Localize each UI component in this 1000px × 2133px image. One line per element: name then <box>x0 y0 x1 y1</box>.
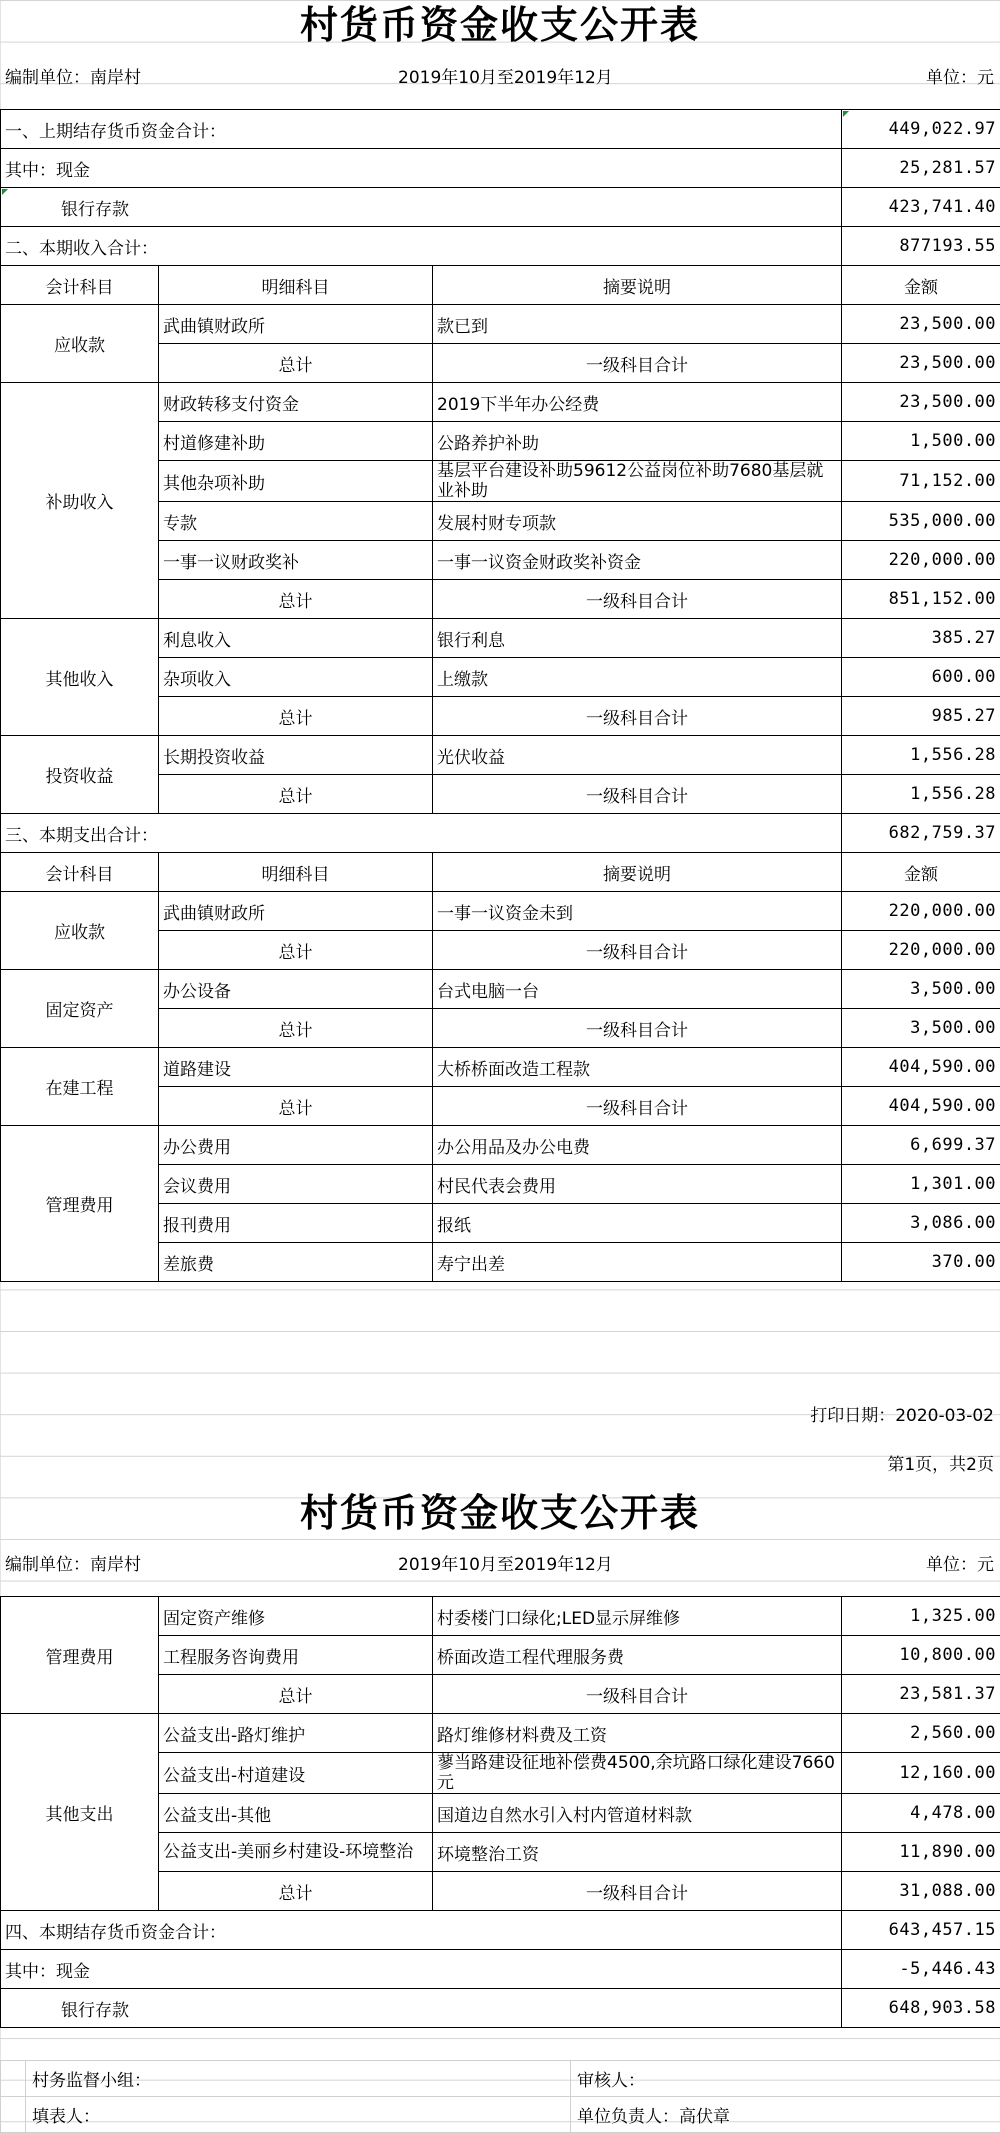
amount-cell: 1,500.00 <box>842 422 1000 461</box>
prev-bank-amount: 423,741.40 <box>842 188 1000 227</box>
amount-cell: 1,301.00 <box>842 1165 1000 1204</box>
level1-total-label: 一级科目合计 <box>433 931 842 970</box>
total-label: 总计 <box>159 344 433 383</box>
level1-total-label: 一级科目合计 <box>433 1009 842 1048</box>
amount-cell: 220,000.00 <box>842 892 1000 931</box>
detail-cell: 财政转移支付资金 <box>159 383 433 422</box>
category-cell: 应收款 <box>1 892 159 970</box>
curr-balance-row <box>1 1911 1000 1950</box>
table-row <box>1 1714 1000 1753</box>
prev-cash-row <box>1 149 1000 188</box>
col-header-amount: 金额 <box>842 266 1000 305</box>
currency-unit: 单位：元 <box>926 1553 994 1577</box>
summary-cell: 大桥桥面改造工程款 <box>433 1048 842 1087</box>
income-column-header-row <box>1 266 1000 305</box>
preparer-signature: 填表人： <box>26 2097 571 2133</box>
subtotal-amount: 23,581.37 <box>842 1675 1000 1714</box>
amount-cell: 3,500.00 <box>842 970 1000 1009</box>
subtotal-amount: 851,152.00 <box>842 580 1000 619</box>
amount-cell: 535,000.00 <box>842 502 1000 541</box>
summary-cell: 一事一议资金未到 <box>433 892 842 931</box>
table-row <box>1 1597 1000 1636</box>
detail-cell: 差旅费 <box>159 1243 433 1282</box>
curr-cash-row <box>1 1950 1000 1989</box>
prev-bank-row <box>1 188 1000 227</box>
reviewer-signature: 审核人： <box>571 2061 1000 2097</box>
subtotal-amount: 404,590.00 <box>842 1087 1000 1126</box>
total-label: 总计 <box>159 580 433 619</box>
total-label: 总计 <box>159 697 433 736</box>
signature-block <box>0 2060 1000 2133</box>
summary-cell: 公路养护补助 <box>433 422 842 461</box>
supervision-signature: 村务监督小组： <box>26 2061 571 2097</box>
detail-cell: 武曲镇财政所 <box>159 305 433 344</box>
prev-balance-row <box>1 110 1000 149</box>
amount-cell: 2,560.00 <box>842 1714 1000 1753</box>
detail-cell: 武曲镇财政所 <box>159 892 433 931</box>
curr-balance-label: 四、本期结存货币资金合计： <box>1 1911 842 1950</box>
income-total-label: 二、本期收入合计： <box>1 227 842 266</box>
amount-cell: 6,699.37 <box>842 1126 1000 1165</box>
detail-cell: 村道修建补助 <box>159 422 433 461</box>
detail-cell: 办公费用 <box>159 1126 433 1165</box>
detail-cell: 其他杂项补助 <box>159 461 433 502</box>
detail-cell: 利息收入 <box>159 619 433 658</box>
table-row <box>1 305 1000 344</box>
summary-cell: 上缴款 <box>433 658 842 697</box>
detail-cell: 一事一议财政奖补 <box>159 541 433 580</box>
page-info: 第1页，共2页 <box>887 1453 994 1477</box>
amount-cell: 3,086.00 <box>842 1204 1000 1243</box>
curr-cash-label: 其中：现金 <box>1 1950 842 1989</box>
col-header-summary: 摘要说明 <box>433 853 842 892</box>
page-title: 村货币资金收支公开表 <box>0 0 1000 50</box>
page-title: 村货币资金收支公开表 <box>0 1488 1000 1538</box>
funds-table-page1 <box>0 109 1000 1282</box>
col-header-summary: 摘要说明 <box>433 266 842 305</box>
curr-bank-amount: 648,903.58 <box>842 1989 1000 2028</box>
category-cell: 固定资产 <box>1 970 159 1048</box>
detail-cell: 公益支出-路灯维护 <box>159 1714 433 1753</box>
summary-cell: 银行利息 <box>433 619 842 658</box>
category-cell: 其他支出 <box>1 1714 159 1911</box>
curr-balance-amount: 643,457.15 <box>842 1911 1000 1950</box>
subtotal-amount: 1,556.28 <box>842 775 1000 814</box>
col-header-detail: 明细科目 <box>159 853 433 892</box>
category-cell: 投资收益 <box>1 736 159 814</box>
detail-cell: 固定资产维修 <box>159 1597 433 1636</box>
col-header-account: 会计科目 <box>1 266 159 305</box>
curr-bank-label: 银行存款 <box>1 1989 842 2028</box>
curr-bank-row <box>1 1989 1000 2028</box>
expense-column-header-row <box>1 853 1000 892</box>
detail-cell: 会议费用 <box>159 1165 433 1204</box>
detail-cell: 报刊费用 <box>159 1204 433 1243</box>
print-date: 打印日期：2020-03-02 <box>810 1404 994 1428</box>
summary-cell: 发展村财专项款 <box>433 502 842 541</box>
detail-cell: 公益支出-其他 <box>159 1794 433 1833</box>
leader-signature: 单位负责人：高伏章 <box>571 2097 1000 2133</box>
summary-cell: 2019下半年办公经费 <box>433 383 842 422</box>
prev-cash-amount: 25,281.57 <box>842 149 1000 188</box>
detail-cell: 长期投资收益 <box>159 736 433 775</box>
total-label: 总计 <box>159 1009 433 1048</box>
report-period: 2019年10月至2019年12月 <box>398 66 613 90</box>
expense-total-row <box>1 814 1000 853</box>
summary-cell: 国道边自然水引入村内管道材料款 <box>433 1794 842 1833</box>
amount-cell: 10,800.00 <box>842 1636 1000 1675</box>
total-label: 总计 <box>159 775 433 814</box>
detail-cell: 道路建设 <box>159 1048 433 1087</box>
summary-cell: 基层平台建设补助59612公益岗位补助7680基层就业补助 <box>433 461 842 502</box>
summary-cell: 环境整治工资 <box>433 1833 842 1872</box>
prev-bank-label: 银行存款 <box>1 188 842 227</box>
detail-cell: 公益支出-美丽乡村建设-环境整治 <box>159 1833 433 1872</box>
summary-cell: 路灯维修材料费及工资 <box>433 1714 842 1753</box>
level1-total-label: 一级科目合计 <box>433 1675 842 1714</box>
summary-cell: 蓼当路建设征地补偿费4500,余坑路口绿化建设7660元 <box>433 1753 842 1794</box>
table-row <box>1 619 1000 658</box>
expense-total-amount: 682,759.37 <box>842 814 1000 853</box>
category-cell: 管理费用 <box>1 1126 159 1282</box>
total-label: 总计 <box>159 931 433 970</box>
currency-unit: 单位：元 <box>926 66 994 90</box>
level1-total-label: 一级科目合计 <box>433 1087 842 1126</box>
table-row <box>1 1048 1000 1087</box>
level1-total-label: 一级科目合计 <box>433 1872 842 1911</box>
funds-table-page2 <box>0 1596 1000 2028</box>
level1-total-label: 一级科目合计 <box>433 697 842 736</box>
col-header-account: 会计科目 <box>1 853 159 892</box>
amount-cell: 23,500.00 <box>842 305 1000 344</box>
amount-cell: 1,325.00 <box>842 1597 1000 1636</box>
table-row <box>1 736 1000 775</box>
summary-cell: 桥面改造工程代理服务费 <box>433 1636 842 1675</box>
subtotal-amount: 3,500.00 <box>842 1009 1000 1048</box>
amount-cell: 11,890.00 <box>842 1833 1000 1872</box>
amount-cell: 220,000.00 <box>842 541 1000 580</box>
summary-cell: 台式电脑一台 <box>433 970 842 1009</box>
amount-cell: 4,478.00 <box>842 1794 1000 1833</box>
category-cell: 应收款 <box>1 305 159 383</box>
table-row <box>1 383 1000 422</box>
compiling-unit: 编制单位：南岸村 <box>5 1553 141 1577</box>
prev-cash-label: 其中：现金 <box>1 149 842 188</box>
expense-total-label: 三、本期支出合计： <box>1 814 842 853</box>
subtotal-amount: 23,500.00 <box>842 344 1000 383</box>
col-header-detail: 明细科目 <box>159 266 433 305</box>
summary-cell: 一事一议资金财政奖补资金 <box>433 541 842 580</box>
summary-cell: 村民代表会费用 <box>433 1165 842 1204</box>
category-cell: 补助收入 <box>1 383 159 619</box>
table-row <box>1 1126 1000 1165</box>
detail-cell: 公益支出-村道建设 <box>159 1753 433 1794</box>
income-total-amount: 877193.55 <box>842 227 1000 266</box>
table-row <box>1 892 1000 931</box>
summary-cell: 报纸 <box>433 1204 842 1243</box>
amount-cell: 23,500.00 <box>842 383 1000 422</box>
total-label: 总计 <box>159 1087 433 1126</box>
category-cell: 在建工程 <box>1 1048 159 1126</box>
level1-total-label: 一级科目合计 <box>433 344 842 383</box>
amount-cell: 404,590.00 <box>842 1048 1000 1087</box>
detail-cell: 办公设备 <box>159 970 433 1009</box>
amount-cell: 600.00 <box>842 658 1000 697</box>
subtotal-amount: 31,088.00 <box>842 1872 1000 1911</box>
report-period: 2019年10月至2019年12月 <box>398 1553 613 1577</box>
total-label: 总计 <box>159 1675 433 1714</box>
detail-cell: 专款 <box>159 502 433 541</box>
amount-cell: 71,152.00 <box>842 461 1000 502</box>
total-label: 总计 <box>159 1872 433 1911</box>
income-total-row <box>1 227 1000 266</box>
table-row <box>1 970 1000 1009</box>
category-cell: 管理费用 <box>1 1597 159 1714</box>
summary-cell: 办公用品及办公电费 <box>433 1126 842 1165</box>
summary-cell: 村委楼门口绿化;LED显示屏维修 <box>433 1597 842 1636</box>
curr-cash-amount: -5,446.43 <box>842 1950 1000 1989</box>
category-cell: 其他收入 <box>1 619 159 736</box>
prev-balance-label: 一、上期结存货币资金合计： <box>1 110 842 149</box>
level1-total-label: 一级科目合计 <box>433 775 842 814</box>
detail-cell: 杂项收入 <box>159 658 433 697</box>
summary-cell: 光伏收益 <box>433 736 842 775</box>
summary-cell: 款已到 <box>433 305 842 344</box>
subtotal-amount: 220,000.00 <box>842 931 1000 970</box>
amount-cell: 1,556.28 <box>842 736 1000 775</box>
amount-cell: 385.27 <box>842 619 1000 658</box>
col-header-amount: 金额 <box>842 853 1000 892</box>
prev-balance-amount: 449,022.97 <box>842 110 1000 149</box>
subtotal-amount: 985.27 <box>842 697 1000 736</box>
level1-total-label: 一级科目合计 <box>433 580 842 619</box>
amount-cell: 370.00 <box>842 1243 1000 1282</box>
summary-cell: 寿宁出差 <box>433 1243 842 1282</box>
detail-cell: 工程服务咨询费用 <box>159 1636 433 1675</box>
amount-cell: 12,160.00 <box>842 1753 1000 1794</box>
compiling-unit: 编制单位：南岸村 <box>5 66 141 90</box>
